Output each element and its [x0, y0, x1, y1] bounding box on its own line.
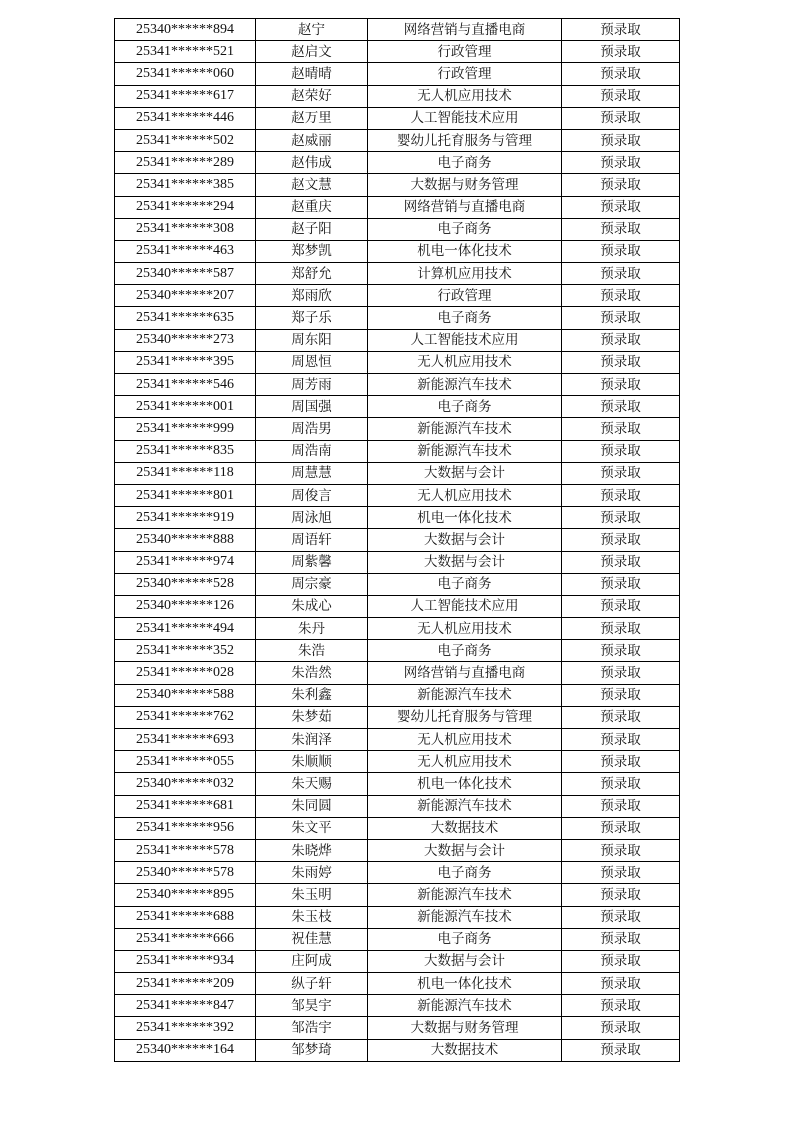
- candidate-id-cell: 25341******028: [115, 662, 256, 684]
- candidate-id-cell: 25340******587: [115, 263, 256, 285]
- admission-table: [114, 18, 680, 1062]
- table-row: [115, 218, 680, 240]
- admission-status-cell: 预录取: [562, 152, 680, 174]
- candidate-id-cell: 25341******055: [115, 751, 256, 773]
- student-name-cell: 朱顺顺: [256, 751, 368, 773]
- admission-status-cell: 预录取: [562, 573, 680, 595]
- table-row: [115, 307, 680, 329]
- student-name-cell: 邹昊宇: [256, 995, 368, 1017]
- admission-status-cell: 预录取: [562, 551, 680, 573]
- candidate-id-cell: 25340******164: [115, 1039, 256, 1061]
- student-name-cell: 朱成心: [256, 595, 368, 617]
- major-cell: 网络营销与直播电商: [368, 662, 562, 684]
- student-name-cell: 赵威丽: [256, 129, 368, 151]
- major-cell: 无人机应用技术: [368, 351, 562, 373]
- admission-status-cell: 预录取: [562, 928, 680, 950]
- major-cell: 无人机应用技术: [368, 484, 562, 506]
- candidate-id-cell: 25340******528: [115, 573, 256, 595]
- student-name-cell: 周芳雨: [256, 374, 368, 396]
- student-name-cell: 赵晴晴: [256, 63, 368, 85]
- major-cell: 大数据技术: [368, 817, 562, 839]
- student-name-cell: 周浩南: [256, 440, 368, 462]
- admission-status-cell: 预录取: [562, 196, 680, 218]
- table-row: [115, 817, 680, 839]
- major-cell: 新能源汽车技术: [368, 684, 562, 706]
- table-row: [115, 19, 680, 41]
- student-name-cell: 朱玉枝: [256, 906, 368, 928]
- student-name-cell: 郑梦凯: [256, 240, 368, 262]
- table-row: [115, 107, 680, 129]
- admission-status-cell: 预录取: [562, 19, 680, 41]
- major-cell: 无人机应用技术: [368, 729, 562, 751]
- major-cell: 机电一体化技术: [368, 773, 562, 795]
- student-name-cell: 周宗豪: [256, 573, 368, 595]
- major-cell: 人工智能技术应用: [368, 595, 562, 617]
- major-cell: 电子商务: [368, 573, 562, 595]
- admission-status-cell: 预录取: [562, 218, 680, 240]
- candidate-id-cell: 25341******001: [115, 396, 256, 418]
- student-name-cell: 朱梦茹: [256, 706, 368, 728]
- table-row: [115, 85, 680, 107]
- admission-status-cell: 预录取: [562, 906, 680, 928]
- major-cell: 无人机应用技术: [368, 618, 562, 640]
- candidate-id-cell: 25341******502: [115, 129, 256, 151]
- candidate-id-cell: 25341******762: [115, 706, 256, 728]
- table-row: [115, 973, 680, 995]
- student-name-cell: 朱玉明: [256, 884, 368, 906]
- candidate-id-cell: 25341******446: [115, 107, 256, 129]
- major-cell: 大数据技术: [368, 1039, 562, 1061]
- admission-status-cell: 预录取: [562, 240, 680, 262]
- table-row: [115, 706, 680, 728]
- major-cell: 网络营销与直播电商: [368, 19, 562, 41]
- major-cell: 无人机应用技术: [368, 85, 562, 107]
- major-cell: 人工智能技术应用: [368, 329, 562, 351]
- table-row: [115, 1039, 680, 1061]
- student-name-cell: 周国强: [256, 396, 368, 418]
- admission-status-cell: 预录取: [562, 440, 680, 462]
- admission-status-cell: 预录取: [562, 1017, 680, 1039]
- candidate-id-cell: 25340******888: [115, 529, 256, 551]
- student-name-cell: 邹梦琦: [256, 1039, 368, 1061]
- student-name-cell: 朱雨婷: [256, 862, 368, 884]
- major-cell: 电子商务: [368, 396, 562, 418]
- major-cell: 机电一体化技术: [368, 507, 562, 529]
- admission-status-cell: 预录取: [562, 862, 680, 884]
- candidate-id-cell: 25340******207: [115, 285, 256, 307]
- table-row: [115, 152, 680, 174]
- major-cell: 大数据与会计: [368, 529, 562, 551]
- student-name-cell: 祝佳慧: [256, 928, 368, 950]
- candidate-id-cell: 25340******273: [115, 329, 256, 351]
- candidate-id-cell: 25341******919: [115, 507, 256, 529]
- candidate-id-cell: 25341******521: [115, 41, 256, 63]
- major-cell: 新能源汽车技术: [368, 906, 562, 928]
- student-name-cell: 赵重庆: [256, 196, 368, 218]
- table-row: [115, 507, 680, 529]
- student-name-cell: 赵荣好: [256, 85, 368, 107]
- admission-status-cell: 预录取: [562, 484, 680, 506]
- major-cell: 电子商务: [368, 928, 562, 950]
- major-cell: 机电一体化技术: [368, 973, 562, 995]
- admission-status-cell: 预录取: [562, 884, 680, 906]
- table-row: [115, 529, 680, 551]
- major-cell: 大数据与财务管理: [368, 174, 562, 196]
- admission-status-cell: 预录取: [562, 684, 680, 706]
- table-row: [115, 396, 680, 418]
- table-row: [115, 418, 680, 440]
- admission-status-cell: 预录取: [562, 41, 680, 63]
- table-row: [115, 196, 680, 218]
- admission-status-cell: 预录取: [562, 418, 680, 440]
- admission-status-cell: 预录取: [562, 640, 680, 662]
- admission-status-cell: 预录取: [562, 63, 680, 85]
- candidate-id-cell: 25340******578: [115, 862, 256, 884]
- major-cell: 网络营销与直播电商: [368, 196, 562, 218]
- table-row: [115, 618, 680, 640]
- major-cell: 行政管理: [368, 285, 562, 307]
- candidate-id-cell: 25341******392: [115, 1017, 256, 1039]
- table-row: [115, 906, 680, 928]
- table-row: [115, 462, 680, 484]
- candidate-id-cell: 25341******617: [115, 85, 256, 107]
- admission-status-cell: 预录取: [562, 751, 680, 773]
- table-row: [115, 795, 680, 817]
- candidate-id-cell: 25340******126: [115, 595, 256, 617]
- admission-status-cell: 预录取: [562, 529, 680, 551]
- major-cell: 新能源汽车技术: [368, 440, 562, 462]
- student-name-cell: 朱晓烨: [256, 839, 368, 861]
- student-name-cell: 周俊言: [256, 484, 368, 506]
- major-cell: 行政管理: [368, 41, 562, 63]
- candidate-id-cell: 25341******681: [115, 795, 256, 817]
- admission-status-cell: 预录取: [562, 795, 680, 817]
- candidate-id-cell: 25340******588: [115, 684, 256, 706]
- student-name-cell: 朱文平: [256, 817, 368, 839]
- student-name-cell: 周紫馨: [256, 551, 368, 573]
- candidate-id-cell: 25341******209: [115, 973, 256, 995]
- admission-status-cell: 预录取: [562, 307, 680, 329]
- candidate-id-cell: 25341******308: [115, 218, 256, 240]
- student-name-cell: 赵万里: [256, 107, 368, 129]
- candidate-id-cell: 25341******352: [115, 640, 256, 662]
- table-row: [115, 839, 680, 861]
- student-name-cell: 郑子乐: [256, 307, 368, 329]
- admission-status-cell: 预录取: [562, 351, 680, 373]
- table-row: [115, 1017, 680, 1039]
- student-name-cell: 朱浩: [256, 640, 368, 662]
- admission-status-cell: 预录取: [562, 374, 680, 396]
- major-cell: 大数据与会计: [368, 839, 562, 861]
- major-cell: 人工智能技术应用: [368, 107, 562, 129]
- admission-status-cell: 预录取: [562, 618, 680, 640]
- admission-status-cell: 预录取: [562, 662, 680, 684]
- student-name-cell: 朱润泽: [256, 729, 368, 751]
- major-cell: 大数据与会计: [368, 462, 562, 484]
- candidate-id-cell: 25340******895: [115, 884, 256, 906]
- table-row: [115, 773, 680, 795]
- table-row: [115, 329, 680, 351]
- candidate-id-cell: 25341******494: [115, 618, 256, 640]
- table-row: [115, 41, 680, 63]
- table-row: [115, 751, 680, 773]
- table-row: [115, 884, 680, 906]
- student-name-cell: 周慧慧: [256, 462, 368, 484]
- major-cell: 计算机应用技术: [368, 263, 562, 285]
- student-name-cell: 赵宁: [256, 19, 368, 41]
- admission-status-cell: 预录取: [562, 462, 680, 484]
- candidate-id-cell: 25341******693: [115, 729, 256, 751]
- admission-table-body: [115, 19, 680, 1062]
- major-cell: 婴幼儿托育服务与管理: [368, 706, 562, 728]
- admission-status-cell: 预录取: [562, 595, 680, 617]
- table-row: [115, 995, 680, 1017]
- candidate-id-cell: 25341******289: [115, 152, 256, 174]
- candidate-id-cell: 25341******835: [115, 440, 256, 462]
- major-cell: 新能源汽车技术: [368, 374, 562, 396]
- candidate-id-cell: 25341******847: [115, 995, 256, 1017]
- admission-status-cell: 预录取: [562, 839, 680, 861]
- candidate-id-cell: 25341******974: [115, 551, 256, 573]
- student-name-cell: 赵文慧: [256, 174, 368, 196]
- candidate-id-cell: 25341******463: [115, 240, 256, 262]
- student-name-cell: 纵子轩: [256, 973, 368, 995]
- table-row: [115, 684, 680, 706]
- admission-status-cell: 预录取: [562, 174, 680, 196]
- major-cell: 大数据与财务管理: [368, 1017, 562, 1039]
- major-cell: 电子商务: [368, 640, 562, 662]
- table-row: [115, 595, 680, 617]
- candidate-id-cell: 25341******956: [115, 817, 256, 839]
- student-name-cell: 朱利鑫: [256, 684, 368, 706]
- table-row: [115, 174, 680, 196]
- major-cell: 机电一体化技术: [368, 240, 562, 262]
- candidate-id-cell: 25340******894: [115, 19, 256, 41]
- table-row: [115, 351, 680, 373]
- candidate-id-cell: 25340******032: [115, 773, 256, 795]
- admission-status-cell: 预录取: [562, 773, 680, 795]
- student-name-cell: 周语轩: [256, 529, 368, 551]
- major-cell: 大数据与会计: [368, 551, 562, 573]
- candidate-id-cell: 25341******801: [115, 484, 256, 506]
- candidate-id-cell: 25341******385: [115, 174, 256, 196]
- student-name-cell: 周东阳: [256, 329, 368, 351]
- major-cell: 婴幼儿托育服务与管理: [368, 129, 562, 151]
- candidate-id-cell: 25341******294: [115, 196, 256, 218]
- admission-status-cell: 预录取: [562, 950, 680, 972]
- major-cell: 电子商务: [368, 862, 562, 884]
- admission-status-cell: 预录取: [562, 729, 680, 751]
- candidate-id-cell: 25341******635: [115, 307, 256, 329]
- admission-status-cell: 预录取: [562, 129, 680, 151]
- student-name-cell: 朱丹: [256, 618, 368, 640]
- student-name-cell: 周泳旭: [256, 507, 368, 529]
- major-cell: 电子商务: [368, 218, 562, 240]
- candidate-id-cell: 25341******395: [115, 351, 256, 373]
- student-name-cell: 赵启文: [256, 41, 368, 63]
- table-row: [115, 950, 680, 972]
- table-row: [115, 263, 680, 285]
- candidate-id-cell: 25341******666: [115, 928, 256, 950]
- student-name-cell: 周恩恒: [256, 351, 368, 373]
- table-row: [115, 662, 680, 684]
- student-name-cell: 郑舒允: [256, 263, 368, 285]
- table-row: [115, 285, 680, 307]
- student-name-cell: 赵伟成: [256, 152, 368, 174]
- table-row: [115, 484, 680, 506]
- candidate-id-cell: 25341******546: [115, 374, 256, 396]
- table-row: [115, 573, 680, 595]
- student-name-cell: 赵子阳: [256, 218, 368, 240]
- admission-status-cell: 预录取: [562, 507, 680, 529]
- admission-status-cell: 预录取: [562, 396, 680, 418]
- major-cell: 电子商务: [368, 152, 562, 174]
- candidate-id-cell: 25341******118: [115, 462, 256, 484]
- student-name-cell: 庄阿成: [256, 950, 368, 972]
- major-cell: 无人机应用技术: [368, 751, 562, 773]
- table-row: [115, 240, 680, 262]
- candidate-id-cell: 25341******999: [115, 418, 256, 440]
- candidate-id-cell: 25341******934: [115, 950, 256, 972]
- table-row: [115, 640, 680, 662]
- admission-status-cell: 预录取: [562, 1039, 680, 1061]
- major-cell: 行政管理: [368, 63, 562, 85]
- major-cell: 电子商务: [368, 307, 562, 329]
- table-row: [115, 129, 680, 151]
- admission-status-cell: 预录取: [562, 85, 680, 107]
- table-row: [115, 63, 680, 85]
- student-name-cell: 朱天赐: [256, 773, 368, 795]
- admission-status-cell: 预录取: [562, 263, 680, 285]
- table-row: [115, 928, 680, 950]
- admission-status-cell: 预录取: [562, 107, 680, 129]
- major-cell: 大数据与会计: [368, 950, 562, 972]
- admission-status-cell: 预录取: [562, 973, 680, 995]
- student-name-cell: 邹浩宇: [256, 1017, 368, 1039]
- admission-status-cell: 预录取: [562, 706, 680, 728]
- major-cell: 新能源汽车技术: [368, 795, 562, 817]
- admission-status-cell: 预录取: [562, 995, 680, 1017]
- table-row: [115, 729, 680, 751]
- student-name-cell: 郑雨欣: [256, 285, 368, 307]
- major-cell: 新能源汽车技术: [368, 884, 562, 906]
- table-row: [115, 440, 680, 462]
- table-row: [115, 551, 680, 573]
- candidate-id-cell: 25341******688: [115, 906, 256, 928]
- student-name-cell: 朱同圆: [256, 795, 368, 817]
- student-name-cell: 周浩男: [256, 418, 368, 440]
- candidate-id-cell: 25341******578: [115, 839, 256, 861]
- table-row: [115, 862, 680, 884]
- candidate-id-cell: 25341******060: [115, 63, 256, 85]
- table-row: [115, 374, 680, 396]
- admission-status-cell: 预录取: [562, 817, 680, 839]
- admission-status-cell: 预录取: [562, 285, 680, 307]
- major-cell: 新能源汽车技术: [368, 995, 562, 1017]
- admission-status-cell: 预录取: [562, 329, 680, 351]
- major-cell: 新能源汽车技术: [368, 418, 562, 440]
- student-name-cell: 朱浩然: [256, 662, 368, 684]
